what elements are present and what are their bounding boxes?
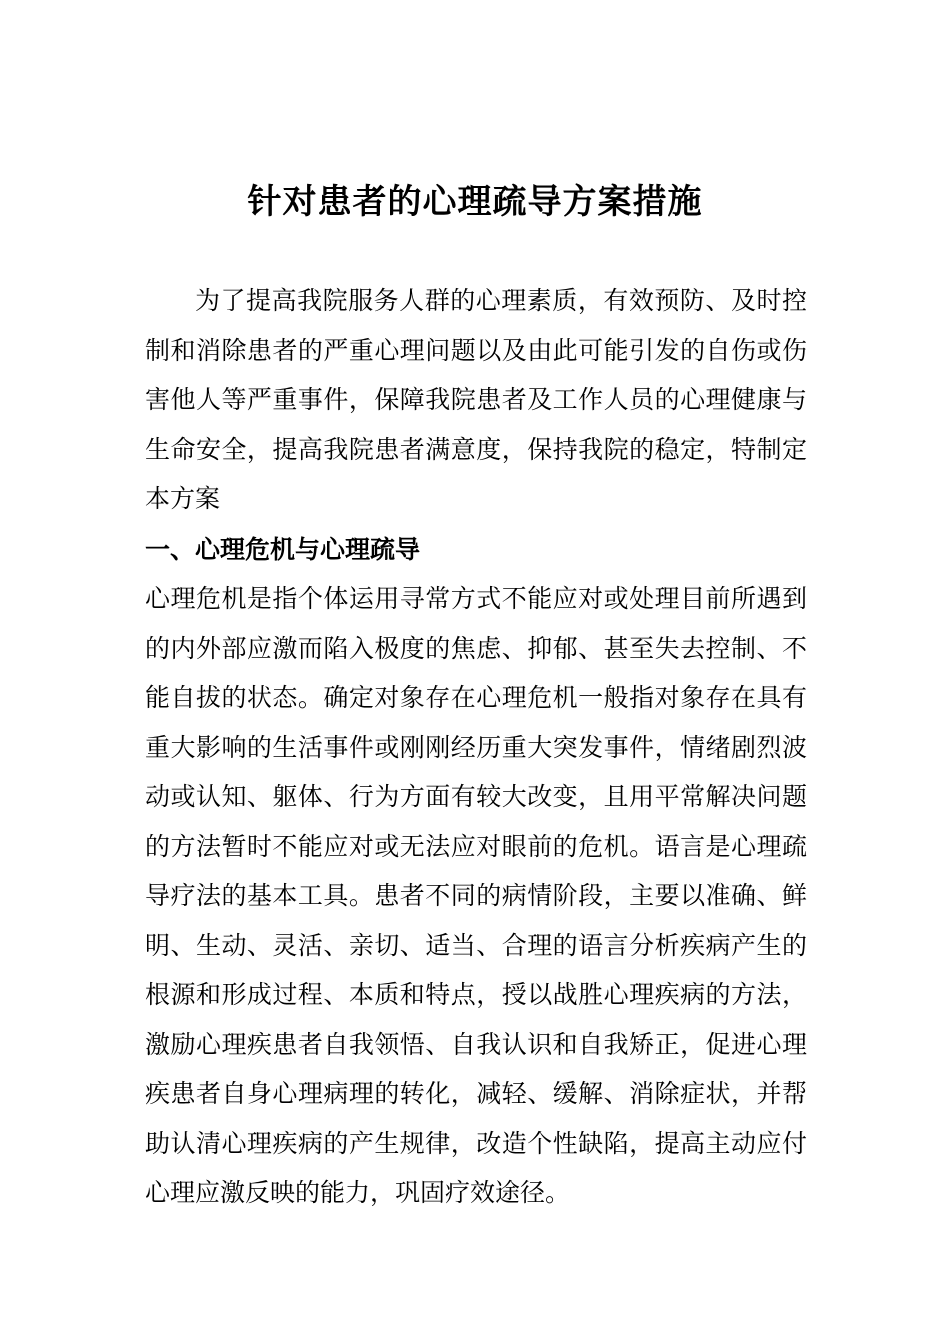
section-heading: 一、心理危机与心理疏导 xyxy=(145,535,421,564)
section-body-paragraph: 心理危机是指个体运用寻常方式不能应对或处理目前所遇到的内外部应激而陷入极度的焦虑、抑郁、甚至失去控制、不能自拔的状态。确定对象存在心理危机一般指对象存在具有重大影响的生活事件或刚刚经历重大突发事件，情绪剧烈波动或认知、躯体、行为方面有较大改变，且用平常解决问题的方法暂时不能应对或无法应对眼前的危机。语言是心理疏导疗法的基本工具。患者不同的病情阶段，主要以准确、鲜明、生动、灵活、亲切、适当、合理的语言分析疾病产生的根源和形成过程、本质和特点，授以战胜心理疾病的方法，激励心理疾患者自我领悟、自我认识和自我矫正，促进心理疾患者自身心理病理的转化，减轻、缓解、消除症状，并帮助认清心理疾病的产生规律，改造个性缺陷，提高主动应付心理应激反映的能力，巩固疗效途径。 xyxy=(145,584,807,1207)
document-title: 针对患者的心理疏导方案措施 xyxy=(247,182,703,222)
intro-paragraph: 为了提高我院服务人群的心理素质，有效预防、及时控制和消除患者的严重心理问题以及由此可能引发的自伤或伤害他人等严重事件，保障我院患者及工作人员的心理健康与生命安全，提高我院患者满意度，保持我院的稳定，特制定本方案 xyxy=(145,286,807,513)
